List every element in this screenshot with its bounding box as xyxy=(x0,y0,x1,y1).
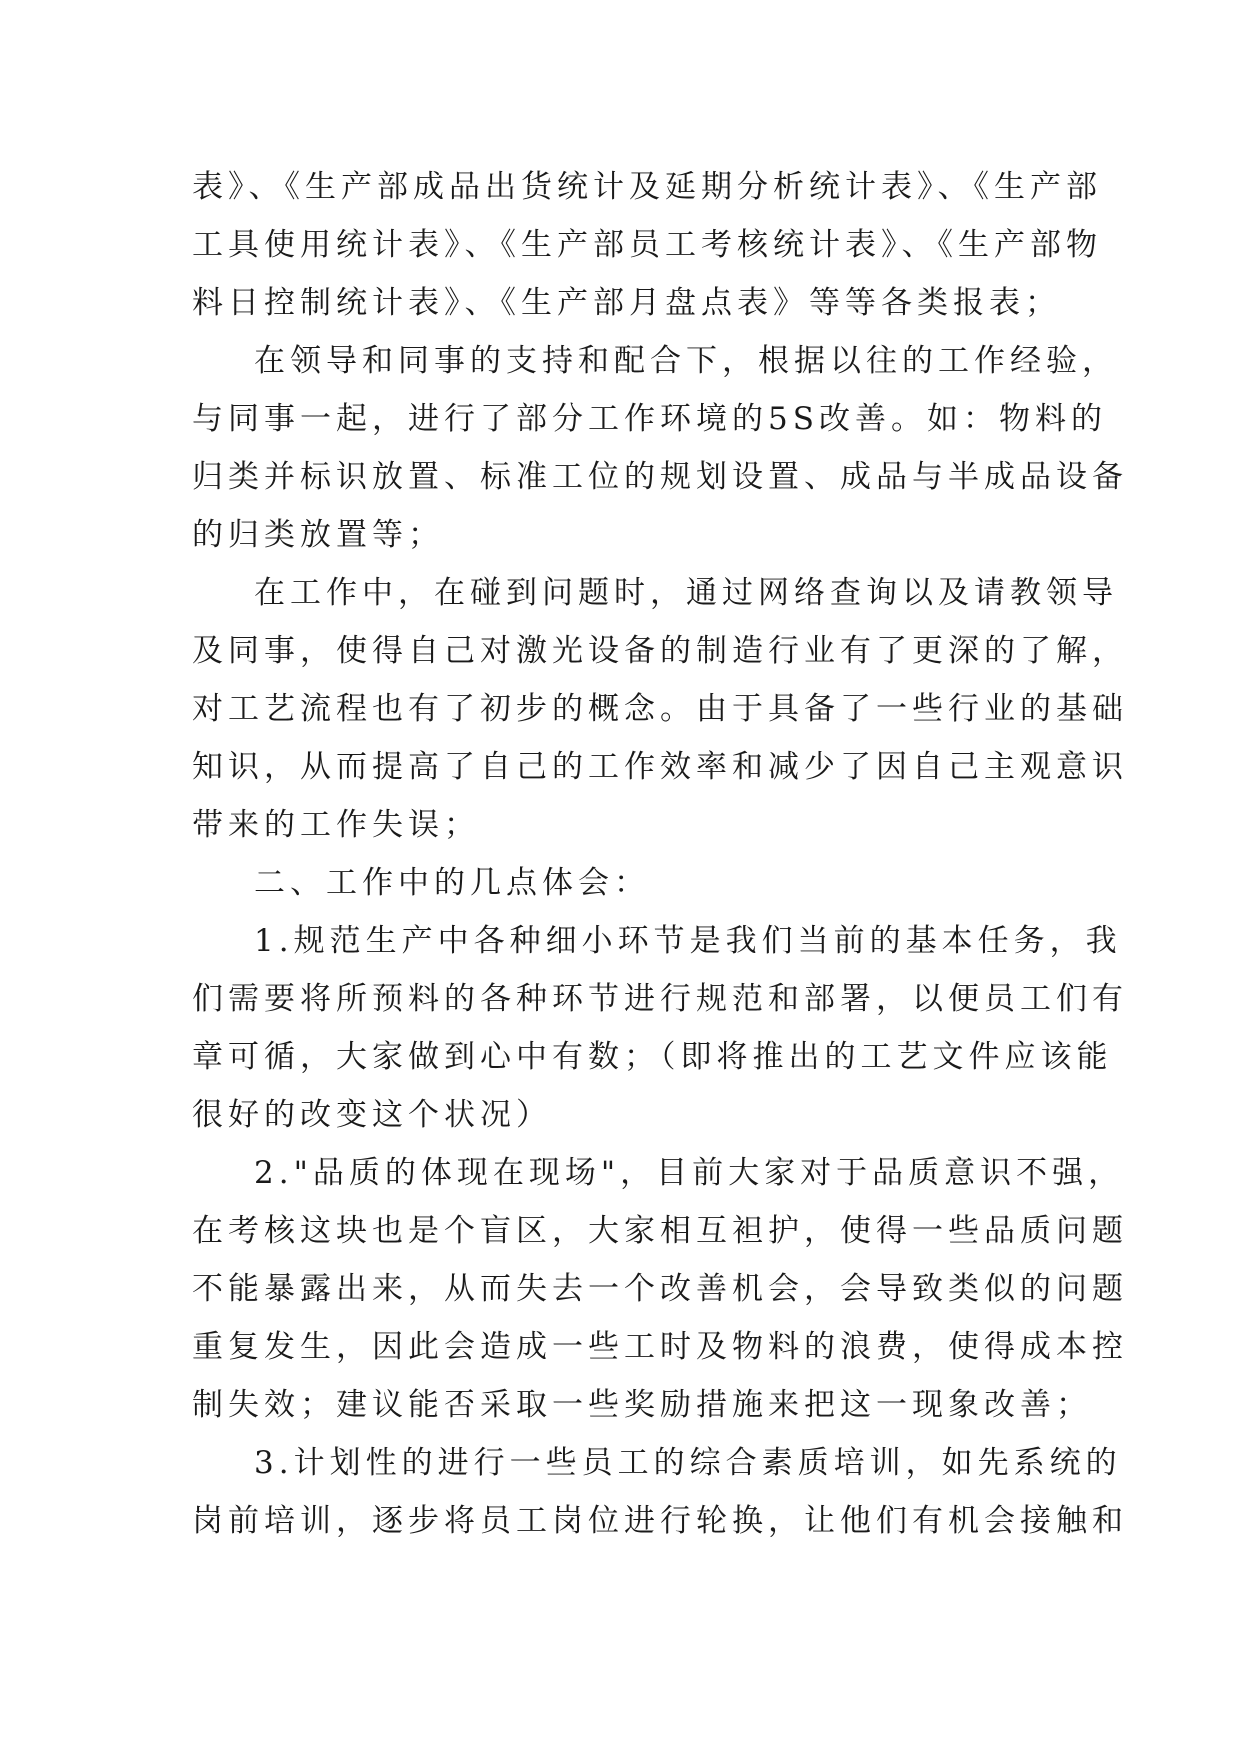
text-line: 归类并标识放置、标准工位的规划设置、成品与半成品设备 xyxy=(192,459,1128,495)
text-line: 很好的改变这个状况） xyxy=(192,1097,552,1133)
paragraph-start-line: 3.计划性的进行一些员工的综合素质培训，如先系统的 xyxy=(254,1445,1122,1481)
text-line: 表》、《生产部成品出货统计及延期分析统计表》、《生产部 xyxy=(192,169,1102,205)
text-line: 制失效；建议能否采取一些奖励措施来把这一现象改善； xyxy=(192,1387,1092,1423)
text-line: 工具使用统计表》、《生产部员工考核统计表》、《生产部物 xyxy=(192,227,1102,263)
text-line: 们需要将所预料的各种环节进行规范和部署，以便员工们有 xyxy=(192,981,1128,1017)
text-line: 及同事，使得自己对激光设备的制造行业有了更深的了解， xyxy=(192,633,1128,669)
text-line: 的归类放置等； xyxy=(192,517,444,553)
text-line: 料日控制统计表》、《生产部月盘点表》等等各类报表； xyxy=(192,285,1061,321)
text-line: 对工艺流程也有了初步的概念。由于具备了一些行业的基础 xyxy=(192,691,1128,727)
text-line: 章可循，大家做到心中有数；（即将推出的工艺文件应该能 xyxy=(192,1039,1113,1075)
paragraph-start-line: 2."品质的体现在现场"，目前大家对于品质意识不强， xyxy=(254,1155,1125,1191)
paragraph-start-line: 1.规范生产中各种细小环节是我们当前的基本任务，我 xyxy=(254,923,1122,959)
document-body xyxy=(192,158,1128,1550)
section-heading: 二、工作中的几点体会： xyxy=(254,865,650,901)
text-line: 带来的工作失误； xyxy=(192,807,480,843)
text-line: 重复发生，因此会造成一些工时及物料的浪费，使得成本控 xyxy=(192,1329,1128,1365)
text-line: 不能暴露出来，从而失去一个改善机会，会导致类似的问题 xyxy=(192,1271,1128,1307)
paragraph-start-line: 在工作中，在碰到问题时，通过网络查询以及请教领导 xyxy=(254,575,1118,611)
text-line: 在考核这块也是个盲区，大家相互袒护，使得一些品质问题 xyxy=(192,1213,1128,1249)
text-line: 与同事一起，进行了部分工作环境的5S改善。如：物料的 xyxy=(192,401,1107,437)
paragraph-start-line: 在领导和同事的支持和配合下，根据以往的工作经验， xyxy=(254,343,1118,379)
text-line: 知识，从而提高了自己的工作效率和减少了因自己主观意识 xyxy=(192,749,1128,785)
text-line: 岗前培训，逐步将员工岗位进行轮换，让他们有机会接触和 xyxy=(192,1503,1128,1539)
